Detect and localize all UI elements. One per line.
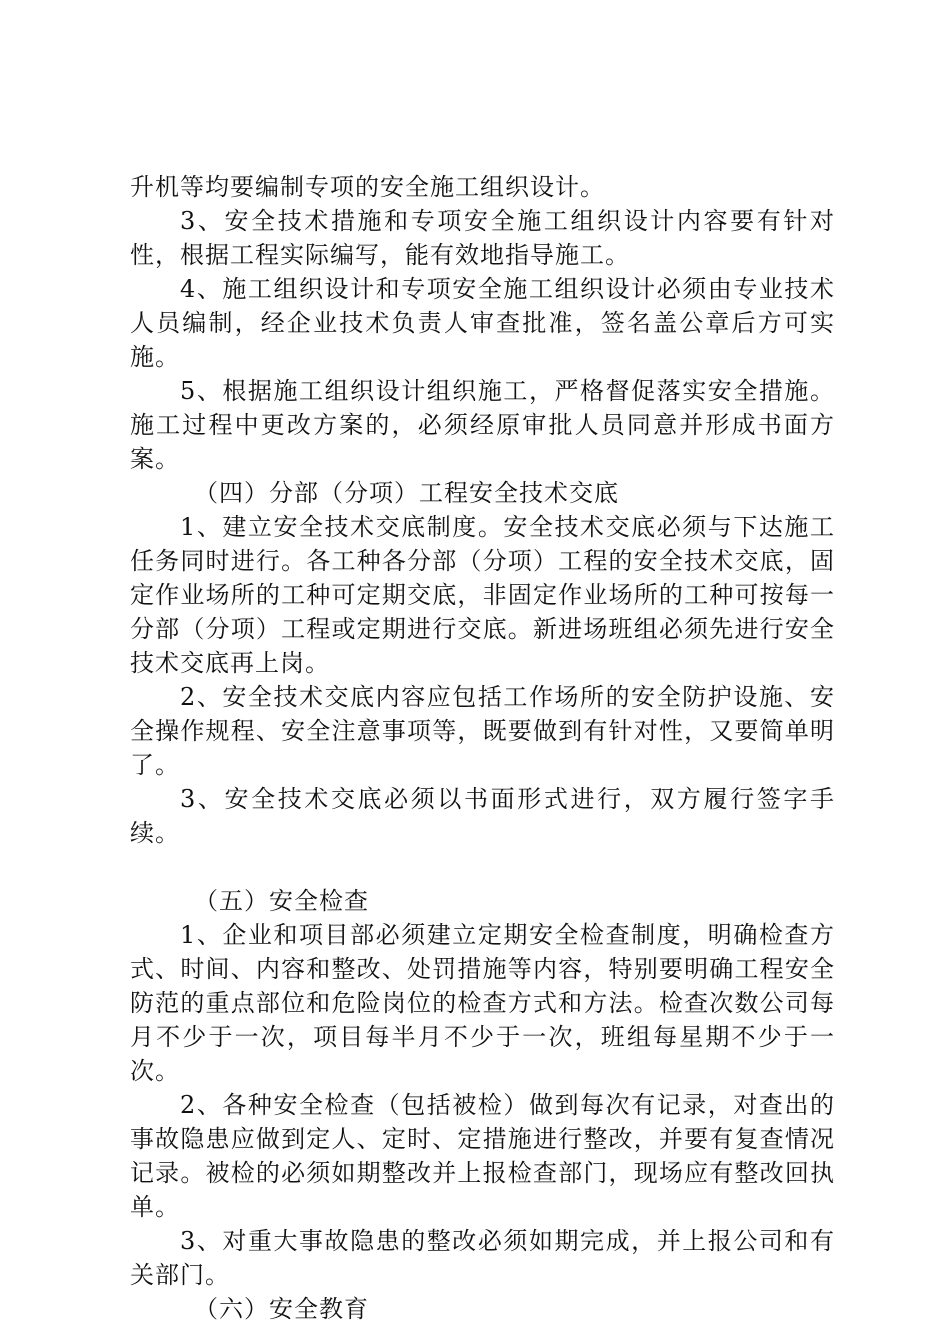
body-paragraph: 3、对重大事故隐患的整改必须如期完成，并上报公司和有关部门。 (130, 1227, 835, 1289)
body-paragraph: 升机等均要编制专项的安全施工组织设计。 (130, 173, 605, 201)
body-paragraph: 1、建立安全技术交底制度。安全技术交底必须与下达施工任务同时进行。各工种各分部（分项）工程的安全技术交底，固定作业场所的工种可定期交底，非固定作业场所的工种可按每一分部（分项）工程或定期进行交底。新进场班组必须先进行安全技术交底再上岗。 (130, 513, 835, 677)
section-heading: （六）安全教育 (194, 1295, 369, 1323)
body-paragraph: 3、安全技术措施和专项安全施工组织设计内容要有针对性，根据工程实际编写，能有效地指导施工。 (130, 207, 835, 269)
section-heading: （五）安全检查 (194, 887, 369, 915)
body-paragraph: 3、安全技术交底必须以书面形式进行，双方履行签字手续。 (130, 785, 835, 847)
body-paragraph: 4、施工组织设计和专项安全施工组织设计必须由专业技术人员编制，经企业技术负责人审查批准，签名盖公章后方可实施。 (130, 275, 835, 371)
body-paragraph: 1、企业和项目部必须建立定期安全检查制度，明确检查方式、时间、内容和整改、处罚措施等内容，特别要明确工程安全防范的重点部位和危险岗位的检查方式和方法。检查次数公司每月不少于一次，项目每半月不少于一次，班组每星期不少于一次。 (130, 921, 835, 1085)
body-paragraph: 2、各种安全检查（包括被检）做到每次有记录，对查出的事故隐患应做到定人、定时、定措施进行整改，并要有复查情况记录。被检的必须如期整改并上报检查部门，现场应有整改回执单。 (130, 1091, 835, 1221)
document-page (130, 170, 835, 1326)
body-paragraph: 5、根据施工组织设计组织施工，严格督促落实安全措施。施工过程中更改方案的，必须经原审批人员同意并形成书面方案。 (130, 377, 835, 473)
body-paragraph: 2、安全技术交底内容应包括工作场所的安全防护设施、安全操作规程、安全注意事项等，既要做到有针对性，又要简单明了。 (130, 683, 835, 779)
paragraph-spacer (130, 850, 835, 884)
section-heading: （四）分部（分项）工程安全技术交底 (194, 479, 619, 507)
